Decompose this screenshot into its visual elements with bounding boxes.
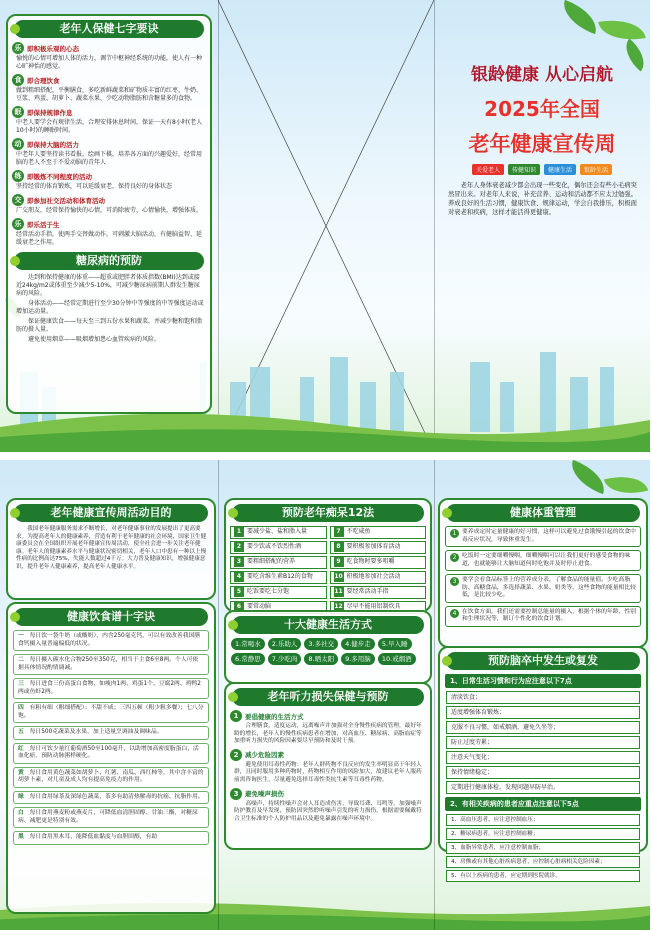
tip-heading-text: 即乐活于生 — [27, 220, 60, 229]
diet-panel — [6, 602, 216, 914]
weight-tip-number: 4 — [450, 609, 459, 618]
weight-tip-text: 在饮食方面，我们还需要控制总能量的摄入，根据个体的年龄、性别和生理状况等，制订个性化的饮食计划。 — [462, 608, 636, 622]
cover-tag: 传健知识 — [508, 164, 540, 175]
lifestyle-title: 十大健康生活方式 — [232, 616, 424, 634]
diabetes-paragraph: 保证健康饮食——每天至三到五份水果和蔬菜，并减少糖和饱和脂肪的摄入量。 — [16, 318, 203, 333]
hearing-number: 3 — [230, 788, 242, 800]
tip-icon-badge: 交 — [12, 194, 24, 206]
diet-item-key: 红 — [18, 745, 24, 752]
diet-item-key: 白 — [18, 810, 24, 816]
diet-item-text: 每日食用绿茶及深绿色蔬菜，茶多有助清热解毒的抗癌、抗脂作用。 — [29, 793, 204, 800]
slogan: 银龄健康 从心启航 — [471, 65, 613, 85]
tips-panel — [6, 14, 212, 414]
panel-title: 老年人保健七字要诀 — [14, 20, 204, 38]
dementia-title: 预防老年痴呆12法 — [232, 504, 424, 522]
tip-heading-text: 即合理饮食 — [27, 76, 60, 85]
cover-tag: 银龄生活 — [580, 164, 612, 175]
lifestyle-chip: 4.健步走 — [341, 638, 375, 650]
dementia-text: 不吃咸鱼 — [346, 528, 371, 535]
purpose-text: 我国老年健康服务需求不断增长，对老年健康事业的发展提出了更高要求。为提高老年人的健康素养，营造有利于老年健康的社会环境，国家卫生健康委员会在全国组织开展老年健康宣传周活动，使全社会进一步关注老年健康。老年人的健康素养水平与健康状况密切相关，老年人口中患有一种以上慢性病的比例高达75%，失能人数超过4千万。大力普及健康知识，增强健康意识，提升老年人健康素养，提高老年人健康水平。 — [16, 526, 207, 570]
lifestyle-chip: 2.乐助人 — [268, 638, 302, 650]
weight-panel — [438, 498, 648, 648]
diet-item-text: 有粗有细（粗细搭配）；不甜不咸；三四五顿（粗少粗多餐）；七八分饱。 — [18, 705, 204, 719]
weight-title: 健康体重管理 — [446, 504, 640, 522]
tip-text: 愉悦的心情可增加人体的活力，调节中枢神经系统的功能，使人有一种心旷神怡的感觉。 — [16, 55, 203, 70]
diet-item-key: 三 — [18, 681, 24, 687]
fold-line — [218, 460, 219, 930]
weight-tip-number: 1 — [450, 529, 459, 538]
diet-item-key: 黄 — [18, 769, 24, 776]
tip-icon-badge: 乐 — [12, 42, 24, 54]
cover-tag: 关爱老人 — [472, 164, 504, 175]
dementia-text: 要常动脑 — [247, 603, 272, 610]
diet-item — [13, 726, 209, 740]
lifestyle-chip: 6.常静思 — [231, 653, 265, 665]
tip-text: 中老年人要坚持读书看报，绘画下棋，培养各方面的兴趣爱好，经常用脑的老人不至于不爱动脑的青年人 — [16, 151, 203, 166]
diet-item — [13, 767, 209, 788]
hearing-title: 老年听力损失保健与预防 — [232, 688, 424, 706]
lifestyle-chip: 7.少吃肉 — [268, 653, 302, 665]
leaf-decoration — [598, 14, 645, 45]
diet-item-key: 一 — [18, 633, 24, 639]
tip-text: 坚持经常的体育锻炼，可以延缓衰老，保持良好的身体状态 — [16, 183, 173, 190]
habit-item: 定期进行健康体检，发现问题早防早治。 — [446, 781, 640, 794]
hearing-list — [226, 710, 430, 823]
diet-item-key: 二 — [18, 657, 24, 663]
diet-item-text: 每日摄入碳水化合物250至350克，相当于主食6至8两。个人可依据具体情况酌情调减。 — [18, 657, 199, 671]
stroke-title: 预防脑卒中发生或复发 — [446, 652, 640, 670]
habit-item: 清淡饮食； — [446, 691, 640, 704]
habit-item: 保持情绪稳定； — [446, 766, 640, 779]
diet-item — [13, 831, 209, 845]
stroke-panel — [438, 646, 648, 879]
cover-tag: 健康生活 — [544, 164, 576, 175]
dementia-number: 8 — [334, 542, 344, 552]
diabetes-title: 糖尿病的预防 — [14, 252, 204, 270]
tip-heading-text: 即积极乐观的心态 — [27, 44, 79, 53]
cover-main-title: 老年健康宣传周 — [468, 132, 616, 156]
dementia-text: 吃饭要吃七分饱 — [247, 588, 290, 595]
weight-tip — [445, 526, 641, 547]
leaf-decoration — [604, 469, 648, 501]
dementia-cell — [230, 571, 327, 584]
dementia-text: 要经常活动手指 — [346, 588, 389, 595]
dementia-row — [230, 556, 426, 569]
brochure-inner-sheet — [0, 460, 650, 930]
dementia-number: 6 — [234, 602, 244, 612]
diabetes-paragraph: 避免使用烟草——吸烟增加患心血管疾病的风险。 — [28, 336, 161, 343]
purpose-panel — [6, 498, 216, 600]
dementia-cell — [230, 526, 327, 539]
sheet-gap — [0, 452, 650, 460]
dementia-row — [230, 571, 426, 584]
tip-icon-badge: 动 — [12, 138, 24, 150]
dementia-number: 2 — [234, 542, 244, 552]
tip-icon-badge: 眠 — [12, 106, 24, 118]
dementia-cell — [330, 571, 427, 584]
habit-item: 防止过度劳累； — [446, 736, 640, 749]
diet-item-key: 黑 — [18, 834, 24, 840]
diet-item — [13, 654, 209, 675]
dementia-cell — [330, 556, 427, 569]
tip-heading — [12, 218, 210, 230]
diabetes-list — [8, 274, 210, 344]
diet-item-key: 绿 — [18, 793, 24, 800]
lifestyle-chip: 1.常喝水 — [231, 638, 265, 650]
lifestyle-chip: 5.早入睡 — [378, 638, 412, 650]
dementia-text: 吃食物时要多咀嚼 — [346, 558, 395, 565]
weight-tip-text: 要学会看食品标签上的营养成分表，了解食品的能量值。少吃高脂肪、高糖食品，多选择蔬菜、水果、奶类等，这些食物的能量相比较低，是比较少吃。 — [462, 577, 636, 598]
tips-list — [8, 42, 210, 247]
diet-item-key: 四 — [18, 705, 24, 711]
tip-icon-badge: 乐 — [12, 218, 24, 230]
diet-item — [13, 678, 209, 699]
disease-title: 2、有相关疾病的患者应重点注意以下5点 — [445, 797, 641, 811]
habits-title: 1、日常生活习惯和行为应注意以下7点 — [445, 674, 641, 688]
hearing-text: 高噪声、持续性噪声会对人耳造成伤害，导致耳聋、耳鸣等，加强噪声防护教育及早发现，预防因突然聆听噪声引发的听力损伤，根据需要佩戴符合卫生标准的个人防护用品以及避免暴露在噪声环境中。 — [234, 800, 422, 822]
tip-heading-text: 即保持规律作息 — [27, 108, 73, 117]
diet-item — [13, 630, 209, 651]
leaf-decoration — [557, 0, 602, 34]
dementia-cell — [230, 556, 327, 569]
diet-item-text: 每日可饮少量红葡萄酒50至100毫升，以助增加高密度脂蛋白，活血化瘀，预防动脉粥样硬化。 — [18, 745, 199, 759]
hearing-subheading — [230, 749, 430, 761]
weight-tip — [445, 606, 641, 627]
purpose-title: 老年健康宣传周活动目的 — [14, 504, 208, 522]
hearing-text: 合理膳食，适度运动，远离噪声并加强对全身慢性疾病的管理，最好年龄的增长，老年人的慢性疾病患者在增加，对高血压、糖尿病、高脂血症等加重听力损失的风险因素要尽早预防和及时干预。 — [234, 723, 422, 745]
diet-item-text: 每日500克蔬菜及水果，加上适量烹调油及调味品。 — [29, 729, 163, 735]
hearing-number: 2 — [230, 749, 242, 761]
tip-heading — [12, 194, 210, 206]
weight-tip — [445, 574, 641, 603]
diet-item — [13, 791, 209, 805]
hearing-subheading-text: 避免噪声损伤 — [245, 790, 284, 799]
dementia-cell — [230, 541, 327, 554]
tip-heading-text: 即参加社交活动和体育活动 — [27, 196, 105, 205]
dementia-cell — [230, 586, 327, 599]
weight-tip-number: 2 — [450, 553, 459, 562]
hearing-text: 避免使用耳毒性药物：老年人群药物不良反应的发生率明显高于年轻人群，且同时服用多种药物时，药物相互作用的风险加大，故建议老年人服药前需咨询医生，尽量避免选择耳毒性类抗生素等耳毒性药物。 — [234, 761, 422, 783]
dementia-cell — [330, 586, 427, 599]
dementia-panel — [224, 498, 432, 612]
leaf-decoration — [565, 460, 610, 494]
lifestyle-chip: 10.戒烟酒 — [378, 653, 416, 665]
diet-title: 健康饮食谱十字诀 — [14, 608, 208, 626]
disease-item: 4、房颤或有其他心脏疾病患者，应控制心脏病相关危险因素； — [446, 856, 640, 868]
weight-tip-text: 要养成定时定量健康的好习惯，这样可以避免过食饿慢引起的饮食中毒反应状况，导致体重发生。 — [462, 529, 636, 543]
diet-item-text: 每日食用黑木耳，能降低血黏度与血胆固醇，有助 — [29, 834, 158, 840]
tip-text: 经常活动手指，使两手交替做动作，可刺激大脑活动，有健脑益智、延缓衰老之作用。 — [16, 231, 203, 246]
dementia-text: 要粗细搭配的营养 — [247, 558, 296, 565]
cover-tags — [440, 164, 644, 175]
dementia-number: 1 — [234, 527, 244, 537]
dementia-row — [230, 526, 426, 539]
diet-item-text: 每日进食三份高蛋白食物，如瘦肉1两、鸡蛋1个、豆腐2两、鸡鸭2两或鱼虾2两。 — [18, 681, 201, 695]
tip-heading-text: 即保持大脑的活力 — [27, 140, 79, 149]
disease-item: 1、高血压患者，应注意控制血压； — [446, 814, 640, 826]
diet-item — [13, 743, 209, 764]
dementia-number: 11 — [334, 588, 343, 595]
cover-panel — [440, 60, 644, 260]
lifestyle-panel — [224, 610, 432, 684]
hearing-subheading — [230, 710, 430, 722]
habit-item: 适度增强体育锻炼； — [446, 706, 640, 719]
habit-item: 克服不良习惯，如戒烟酒、避免久坐等； — [446, 721, 640, 734]
disease-item: 3、血脂异常患者，应注意控制血脂； — [446, 842, 640, 854]
weight-tip-number: 3 — [450, 577, 459, 586]
tip-text: 广交朋友，经常保持愉快的心情，可消除疲劳，心情愉快，增强体质。 — [16, 207, 203, 214]
diet-item — [13, 807, 209, 828]
tip-heading-text: 即锻炼不同程度的活动 — [27, 172, 92, 181]
diabetes-paragraph: 达到和保持健康的体重——超重或肥胖者体质指数(BMI)达到或接近24kg/m2或体重至少减少5-10%，可减少糖尿病前期人群发生糖尿病的风险。 — [16, 274, 200, 297]
diabetes-paragraph: 身体活动——经常定期进行至少30分钟中等强度的中等强度运动或增加运动量。 — [16, 300, 204, 315]
dementia-number: 9 — [334, 557, 344, 567]
tip-icon-badge: 练 — [12, 170, 24, 182]
hearing-subheading-text: 减少危险因素 — [245, 751, 284, 760]
hearing-number: 1 — [230, 710, 242, 722]
dementia-text: 要积极参加体育活动 — [346, 543, 401, 550]
brochure-outer-sheet — [0, 0, 650, 452]
cover-intro: 老年人身体衰老减少都会出现一些变化，偶尔还会有些小毛病突然冒出来。对老年人来说，补充营养、运动和活动都不应太过勉强。养成良好的生活习惯，健康饮食、规律运动，学会自我排压，积极面对衰老和疾病，这样才能活得更健康。 — [448, 182, 637, 216]
lifestyle-chip: 3.多社交 — [304, 638, 338, 650]
disease-item: 5、有以上疾病的患者，应定期到医院就诊。 — [446, 870, 640, 882]
tip-text: 中老人要学会有规律生活，合理安排休息时间，保证一天有8小时(老人10小时)的睡眠时间。 — [16, 119, 203, 134]
weight-tip-text: 吃饭时一定要细嚼慢咽，细嚼慢咽可以让我们更好的感受食物的味道，也就能够让大脑知道何时吃饱并及时停止进食。 — [462, 553, 631, 567]
diet-item-key: 五 — [18, 729, 24, 735]
lifestyle-chip: 9.多用脑 — [341, 653, 375, 665]
tip-heading — [12, 42, 210, 54]
diet-item — [13, 702, 209, 723]
diet-item-text: 每日饮一袋牛奶（或酸奶），内含250毫克钙，可以有效改善我国膳食钙摄入量普遍偏低的状况。 — [18, 633, 201, 647]
tip-icon-badge: 食 — [12, 74, 24, 86]
dementia-number: 12 — [334, 603, 343, 610]
fold-line — [434, 460, 435, 930]
hearing-subheading-text: 要倡健康的生活方式 — [245, 712, 304, 721]
hearing-subheading — [230, 788, 430, 800]
tip-heading — [12, 74, 210, 86]
weight-tip — [445, 550, 641, 571]
dementia-cell — [330, 526, 427, 539]
dementia-number: 3 — [234, 557, 244, 567]
lifestyle-list — [231, 638, 425, 665]
tip-text: 做到粗细搭配，平衡膳食，多吃新鲜蔬菜和矿物质丰富的红枣、牛奶、豆浆、鸡蛋、胡萝卜、蔬菜水果，少吃动物脂肪和含糖量多的食物。 — [16, 87, 203, 102]
disease-list — [440, 814, 646, 882]
diet-list — [8, 630, 214, 845]
cover-year-title: 2025年全国 — [484, 97, 600, 121]
habit-item: 注意天气变化； — [446, 751, 640, 764]
tip-heading — [12, 138, 210, 150]
dementia-row — [230, 541, 426, 554]
dementia-row — [230, 586, 426, 599]
tip-heading — [12, 170, 210, 182]
dementia-text: 要少饮或不饮烈性酒 — [247, 543, 302, 550]
dementia-text: 积极地参加社会活动 — [346, 573, 401, 580]
hearing-panel — [224, 682, 432, 850]
dementia-text: 要减少盐、盐和脂入量 — [247, 528, 308, 535]
dementia-text: 尽早不能用铝制炊具 — [346, 603, 401, 610]
tip-heading — [12, 106, 210, 118]
diet-item-text: 每日食用黄色蔬菜如胡萝卜、红薯、南瓜、西红柿等，其中含丰富的胡萝卜素，对儿童及成人均有提高免疫力的作用。 — [18, 769, 204, 783]
habits-list — [440, 691, 646, 794]
dementia-number: 5 — [234, 587, 244, 597]
weight-list — [440, 526, 646, 627]
dementia-number: 10 — [334, 573, 343, 580]
dementia-text: 要吃含维生素B12的食物 — [247, 573, 313, 580]
disease-item: 2、糖尿病患者，应注意控制血糖； — [446, 828, 640, 840]
diet-item-text: 每日食用燕麦粉或燕麦片，可降低血清胆固醇、甘油三酯，对糖尿病、减肥更是特别有效。 — [18, 810, 198, 824]
dementia-cell — [330, 541, 427, 554]
dementia-list — [226, 526, 430, 614]
dementia-number: 7 — [334, 527, 344, 537]
lifestyle-chip: 8.晒太阳 — [304, 653, 338, 665]
dementia-number: 4 — [234, 572, 244, 582]
